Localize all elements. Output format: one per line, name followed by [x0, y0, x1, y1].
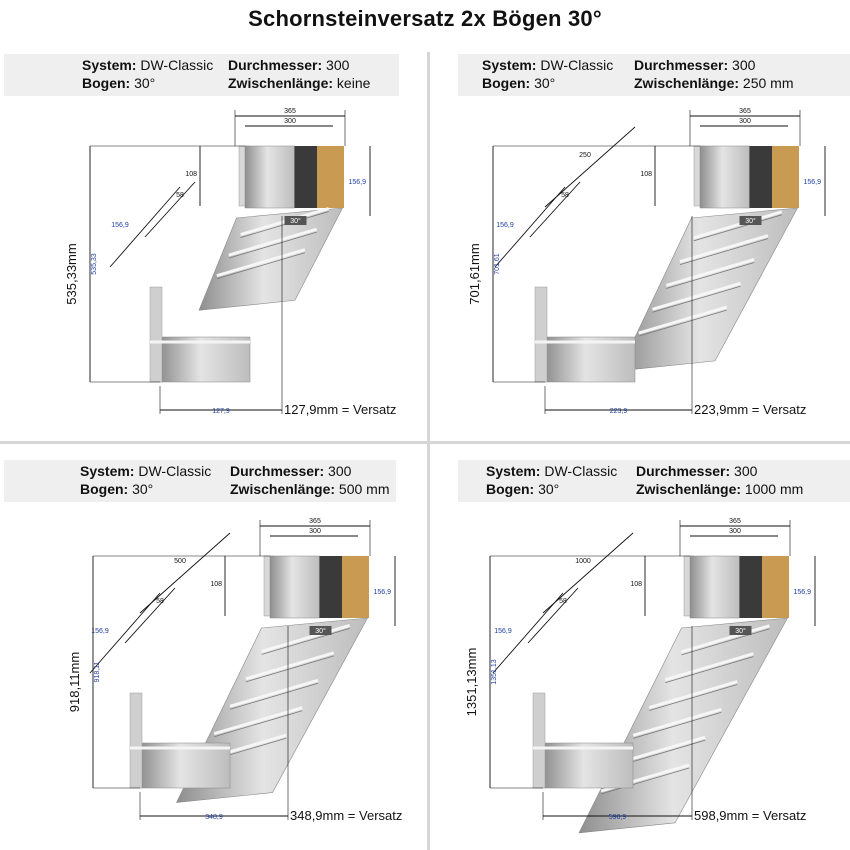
zwischenlaenge-value: 500 mm	[338, 481, 390, 497]
bogen-value: 30°	[132, 481, 154, 497]
bottom-collar	[533, 693, 545, 788]
height-label: 1351,13mm	[464, 647, 479, 717]
versatz-small-label: 348,9	[205, 814, 223, 821]
height-small-label: 701,61	[494, 253, 501, 275]
system-value: DW-Classic	[138, 463, 212, 479]
dim-365-label: 365	[309, 518, 321, 525]
system-label: System:	[486, 463, 541, 479]
zwischenlaenge-value: 1000 mm	[744, 481, 804, 497]
height-label: 701,61mm	[467, 243, 482, 305]
height-label: 918,11mm	[67, 651, 82, 713]
durchmesser-label: Durchmesser:	[634, 57, 729, 73]
bottom-pipe	[160, 337, 250, 382]
dim-segment-line	[140, 533, 230, 613]
dim-108-label: 108	[210, 581, 222, 588]
bogen-label: Bogen:	[80, 481, 129, 497]
durchmesser-label: Durchmesser:	[230, 463, 325, 479]
dim-300-label: 300	[739, 118, 751, 125]
bogen-value: 30°	[134, 75, 156, 91]
durchmesser-label: Durchmesser:	[228, 57, 323, 73]
dim-365-label: 365	[739, 108, 751, 115]
versatz-small-label: 127,9	[212, 408, 230, 415]
dim-365-label: 365	[284, 108, 296, 115]
height-label: 535,33mm	[64, 243, 79, 305]
page-title: Schornsteinversatz 2x Bögen 30°	[248, 6, 602, 31]
dim-58-label: 58	[156, 598, 164, 605]
insulation-block	[342, 556, 369, 618]
zwischenlaenge-label: Zwischenlänge:	[636, 481, 742, 497]
dim-segment-label: 1000	[575, 558, 591, 565]
bottom-pipe	[545, 337, 635, 382]
durchmesser-label: Durchmesser:	[636, 463, 731, 479]
angle-label: 30°	[315, 628, 326, 635]
durchmesser-value: 300	[734, 463, 758, 479]
bogen-value: 30°	[538, 481, 560, 497]
dim-108-label: 108	[640, 171, 652, 178]
bogen-label: Bogen:	[482, 75, 531, 91]
dim-segment-line	[543, 533, 633, 613]
dim-156-diag-label: 156,9	[496, 222, 514, 229]
chimney-drawing	[0, 460, 420, 850]
system-value: DW-Classic	[544, 463, 618, 479]
angle-label: 30°	[290, 218, 301, 225]
zwischenlaenge-value: keine	[336, 75, 371, 91]
panel-250mm	[430, 54, 850, 444]
chimney-drawing	[0, 54, 420, 444]
dim-300-label: 300	[284, 118, 296, 125]
dim-156-diag-label: 156,9	[494, 628, 512, 635]
dim-156-diag-label: 156,9	[91, 628, 109, 635]
chimney-drawing	[430, 460, 850, 850]
system-label: System:	[80, 463, 135, 479]
dim-365-label: 365	[729, 518, 741, 525]
versatz-label: 348,9mm = Versatz	[290, 808, 403, 823]
dim-58-line	[530, 182, 580, 237]
dim-300-label: 300	[729, 528, 741, 535]
chimney-drawing	[430, 54, 850, 444]
bogen-value: 30°	[534, 75, 556, 91]
versatz-small-label: 598,9	[608, 814, 627, 821]
versatz-label: 598,9mm = Versatz	[694, 808, 807, 823]
insulation-block	[762, 556, 789, 618]
dim-segment-label: 250	[579, 152, 591, 159]
panel-500mm	[0, 460, 420, 850]
dim-58-label: 58	[561, 192, 569, 199]
dim-108-label: 108	[630, 581, 642, 588]
bottom-collar	[150, 287, 162, 382]
dim-156-right-label: 156,9	[793, 589, 811, 596]
panel-1000mm	[430, 460, 850, 850]
height-small-label: 535,33	[91, 253, 98, 275]
dim-58-line	[125, 588, 175, 643]
bogen-label: Bogen:	[486, 481, 535, 497]
system-label: System:	[482, 57, 537, 73]
dim-300-label: 300	[309, 528, 321, 535]
top-pipe-outer	[270, 556, 320, 618]
durchmesser-value: 300	[326, 57, 350, 73]
system-value: DW-Classic	[140, 57, 214, 73]
bottom-pipe	[140, 743, 230, 788]
height-small-label: 1351,13	[491, 659, 498, 685]
angle-label: 30°	[745, 218, 756, 225]
dim-156-diag-label: 156,9	[111, 222, 129, 229]
dim-108-label: 108	[185, 171, 197, 178]
bottom-pipe	[543, 743, 633, 788]
dim-segment-line	[545, 127, 635, 207]
versatz-label: 223,9mm = Versatz	[694, 402, 807, 417]
zwischenlaenge-label: Zwischenlänge:	[228, 75, 334, 91]
system-value: DW-Classic	[540, 57, 614, 73]
insulation-block	[772, 146, 799, 208]
dim-58-line	[145, 182, 195, 237]
dim-156-right-label: 156,9	[348, 179, 366, 186]
dim-58-label: 58	[559, 598, 567, 605]
versatz-small-label: 223,9	[609, 408, 628, 415]
bottom-collar	[535, 287, 547, 382]
durchmesser-value: 300	[328, 463, 352, 479]
zwischenlaenge-label: Zwischenlänge:	[634, 75, 740, 91]
dim-segment-label: 500	[174, 558, 186, 565]
durchmesser-value: 300	[732, 57, 756, 73]
dim-58-label: 58	[176, 192, 184, 199]
bogen-label: Bogen:	[82, 75, 131, 91]
system-label: System:	[82, 57, 137, 73]
zwischenlaenge-label: Zwischenlänge:	[230, 481, 336, 497]
bottom-collar	[130, 693, 142, 788]
dim-58-line	[528, 588, 578, 643]
panel-keine	[0, 54, 420, 444]
dim-156-right-label: 156,9	[803, 179, 821, 186]
dim-156-right-label: 156,9	[373, 589, 391, 596]
top-pipe-outer	[700, 146, 750, 208]
versatz-label: 127,9mm = Versatz	[284, 402, 397, 417]
top-pipe-outer	[245, 146, 295, 208]
angle-label: 30°	[735, 628, 746, 635]
top-pipe-outer	[690, 556, 740, 618]
zwischenlaenge-value: 250 mm	[742, 75, 794, 91]
insulation-block	[317, 146, 344, 208]
height-small-label: 918,11	[94, 661, 101, 683]
